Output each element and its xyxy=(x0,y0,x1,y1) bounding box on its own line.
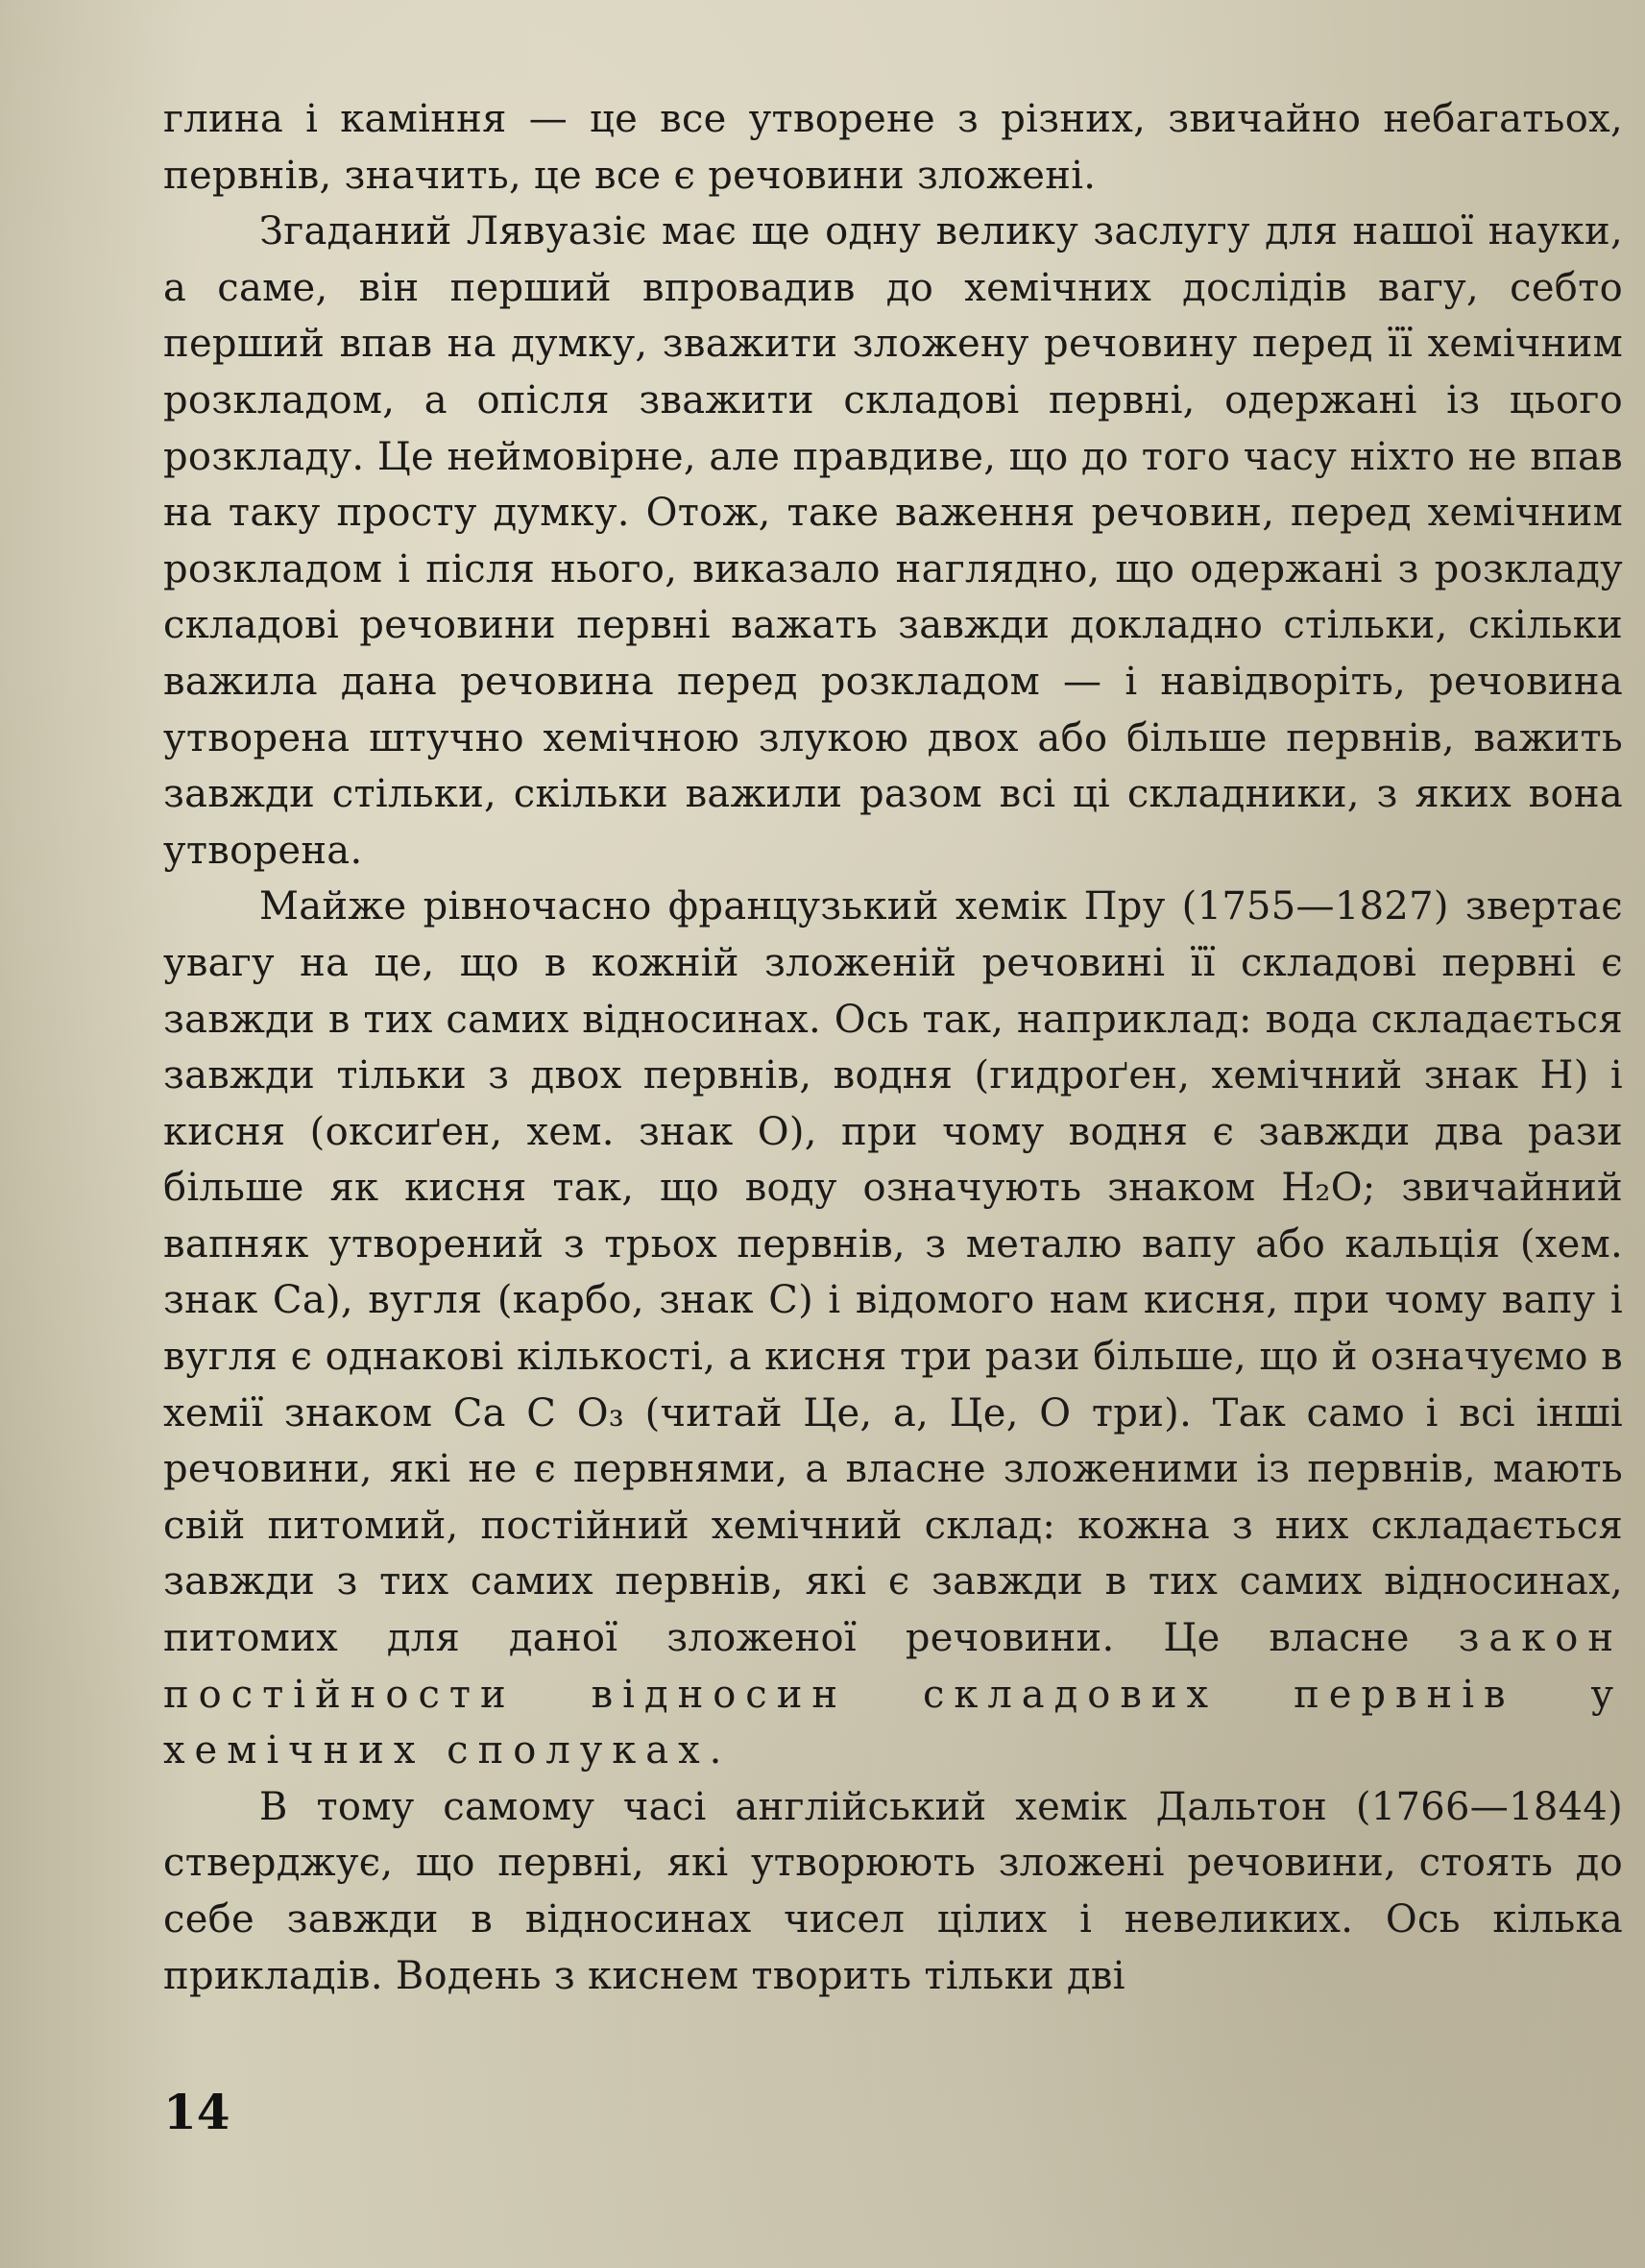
paragraph-3-text: Майже рівночасно французький хемік Пру (1755—1827) звертає увагу на це, що в кожній зложеній речовині її складові первні є завжди в тих самих відносинах. Ось так, наприклад: вода складається завжди тільки з двох первнів, водня (гидроґен, хемічний знак Н) і кисня (оксиґен, хем. знак О), при чому водня є завжди два рази більше як кисня так, що воду означують знаком H₂O; звичайний вапняк утворений з трьох первнів, з металю вапу або кальція (хем. знак Са), вугля (карбо, знак С) і відомого нам кисня, при чому вапу і вугля є однакові кількості, а кисня три рази більше, що й означуємо в хемії знаком Са С О₃ (читай Це, а, Це, О три). Так само і всі інші речовини, які не є первнями, а власне зложеними із первнів, мають свій питомий, постійний хемічний склад: кожна з них складається завжди з тих самих первнів, які є завжди в тих самих відносинах, питомих для даної зложеної речовини. Це власне xyxy=(163,884,1623,1661)
paragraph-2: Згаданий Лявуазіє має ще одну велику заслугу для нашої науки, а саме, він перший впровадив до хемічних дослідів вагу, себто перший впав на думку, зважити зложену речовину перед її хемічним розкладом, а опісля зважити складові первні, одержані із цього розкладу. Це неймовірне, але правдиве, що до того часу ніхто не впав на таку просту думку. Отож, таке важення речовин, перед хемічним розкладом і після нього, виказало наглядно, що одержані з розкладу складові речовини первні важать завжди докладно стільки, скільки важила дана речовина перед розкладом — і навідворіть, речовина утворена штучно хемічною злукою двох або більше первнів, важить завжди стільки, скільки важили разом всі ці складники, з яких вона утворена. xyxy=(163,209,1623,873)
law-emphasis: закон постійности відносин складових первнів у хемічних сполуках xyxy=(163,1616,1624,1773)
paragraph-4: В тому самому часі англійський хемік Дальтон (1766—1844) стверджує, що первні, які утворюють зложені речовини, стоять до себе завжди в відносинах чисел цілих і невеликих. Ось кілька прикладів. Водень з киснем творить тільки дві xyxy=(163,1784,1623,1998)
paragraph-3-end: . xyxy=(709,1728,722,1773)
body-text xyxy=(163,91,1623,2004)
paragraph-1: глина і каміння — це все утворене з різних, звичайно небагатьох, первнів, значить, це все є речовини зложені. xyxy=(163,97,1623,198)
page-number: 14 xyxy=(163,2084,230,2140)
paragraph-3 xyxy=(163,879,1623,1779)
